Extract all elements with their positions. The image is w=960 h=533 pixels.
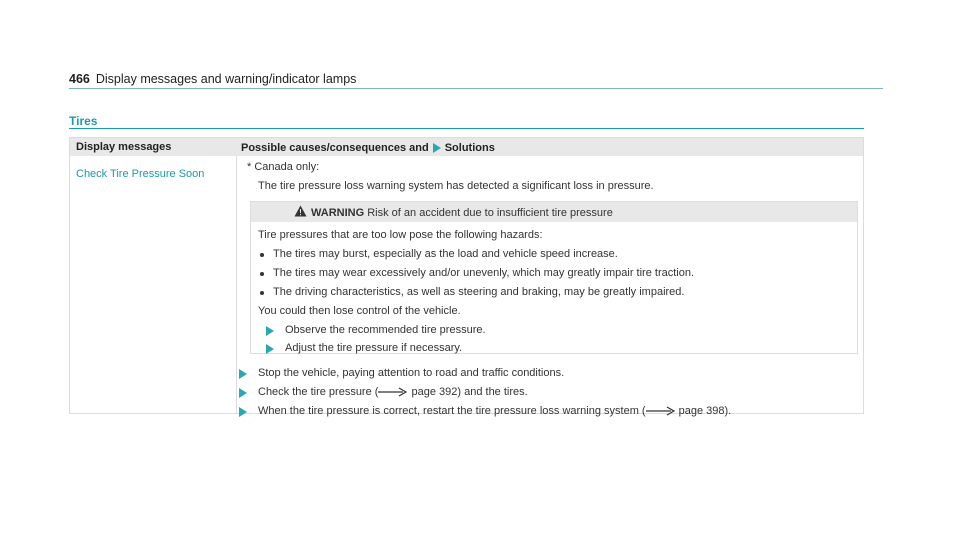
- step-text: Observe the recommended tire pressure.: [285, 324, 486, 336]
- page-header: [69, 72, 883, 86]
- page-reference-text[interactable]: page 398).: [678, 405, 732, 417]
- column-divider: [236, 156, 237, 413]
- warning-triangle-icon: [294, 205, 307, 217]
- bullet-icon: [260, 291, 264, 295]
- hazard-text: The tires may wear excessively and/or unevenly, which may greatly impair tire traction.: [273, 267, 695, 279]
- step-text: When the tire pressure is correct, restart the tire pressure loss warning system (: [258, 405, 646, 417]
- step-text: Adjust the tire pressure if necessary.: [285, 342, 463, 354]
- col-header-display-messages: Display messages: [76, 141, 172, 153]
- page-header-title: Display messages and warning/indicator lamps: [95, 72, 357, 86]
- col-header-causes: [241, 142, 495, 154]
- warning-step: [285, 324, 486, 336]
- warning-title-text: Risk of an accident due to insufficient tire pressure: [367, 207, 613, 219]
- step-arrow-icon: [266, 326, 274, 336]
- warning-label: WARNING: [311, 207, 365, 219]
- step-arrow-icon: [239, 369, 247, 379]
- hazard-item: [273, 286, 684, 298]
- warning-header: [251, 202, 857, 222]
- page-reference-text[interactable]: page 392) and the tires.: [411, 386, 528, 398]
- hazard-text: The tires may burst, especially as the load and vehicle speed increase.: [273, 248, 618, 260]
- col-header-solutions-label: Solutions: [444, 142, 495, 154]
- section-divider: [69, 128, 864, 129]
- warning-box: [250, 201, 858, 354]
- step-check-pressure: [258, 386, 528, 398]
- bullet-icon: [260, 253, 264, 257]
- warning-intro: Tire pressures that are too low pose the following hazards:: [258, 229, 543, 241]
- table-header: [70, 138, 863, 156]
- warning-consequence: You could then lose control of the vehicle.: [258, 305, 461, 317]
- section-title: Tires: [69, 114, 98, 128]
- bullet-icon: [260, 272, 264, 276]
- hazard-text: The driving characteristics, as well as steering and braking, may be greatly impaired.: [273, 286, 685, 298]
- page-reference-arrow-icon: [378, 387, 408, 397]
- step-arrow-icon: [266, 344, 274, 354]
- canada-note: * Canada only:: [247, 161, 320, 173]
- warning-step: [285, 342, 462, 354]
- header-divider: [69, 88, 883, 89]
- play-arrow-icon: [433, 143, 441, 153]
- warning-title: [311, 207, 613, 219]
- step-arrow-icon: [239, 388, 247, 398]
- display-message: Check Tire Pressure Soon: [76, 168, 205, 180]
- step-restart-system: [258, 405, 731, 417]
- step-stop-vehicle: [258, 367, 564, 379]
- step-text: Check the tire pressure (: [258, 386, 379, 398]
- hazard-item: [273, 248, 618, 260]
- step-text: Stop the vehicle, paying attention to road and traffic conditions.: [258, 367, 565, 379]
- col-header-causes-label: Possible causes/consequences and: [241, 142, 429, 154]
- page-number: 466: [69, 72, 90, 86]
- step-arrow-icon: [239, 407, 247, 417]
- page-reference-arrow-icon: [646, 406, 676, 416]
- description-text: The tire pressure loss warning system has detected a significant loss in pressure.: [258, 180, 654, 192]
- hazard-item: [273, 267, 694, 279]
